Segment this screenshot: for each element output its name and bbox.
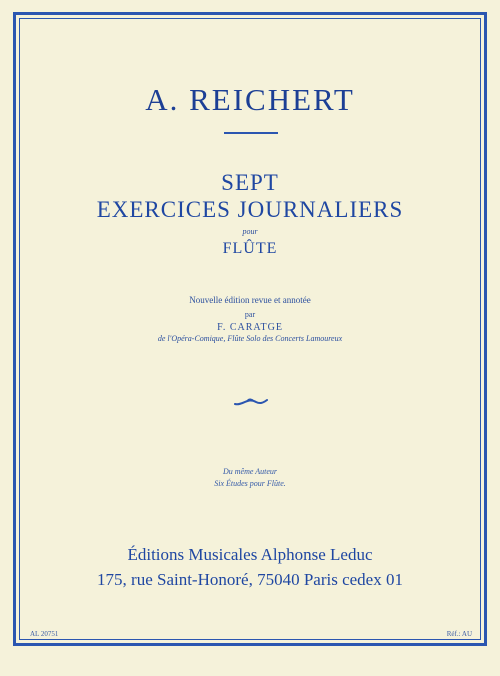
par-text: par bbox=[244, 310, 256, 319]
instrument-name: FLÛTE bbox=[222, 240, 278, 257]
editor-name: F. CARATGE bbox=[217, 322, 283, 333]
catalog-number: AL 20751 bbox=[30, 630, 59, 638]
title-line-1: SEPT bbox=[221, 170, 279, 195]
same-author-heading: Du même Auteur bbox=[222, 467, 278, 476]
pour-text: pour bbox=[242, 227, 258, 236]
title-rule bbox=[224, 132, 278, 134]
flourish-icon bbox=[234, 396, 268, 408]
composer-name: A. REICHERT bbox=[145, 82, 355, 117]
editor-role: de l'Opéra-Comique, Flûte Solo des Concerts Lamoureux bbox=[157, 334, 343, 343]
title-line-2: EXERCICES JOURNALIERS bbox=[96, 197, 404, 222]
publisher-name: Éditions Musicales Alphonse Leduc bbox=[127, 545, 373, 564]
other-work-title: Six Études pour Flûte. bbox=[214, 479, 286, 488]
publisher-address: 175, rue Saint-Honoré, 75040 Paris cedex 01 bbox=[97, 570, 403, 589]
edition-note: Nouvelle édition revue et annotée bbox=[189, 295, 311, 305]
reference-code: Réf.: AU bbox=[446, 630, 472, 638]
